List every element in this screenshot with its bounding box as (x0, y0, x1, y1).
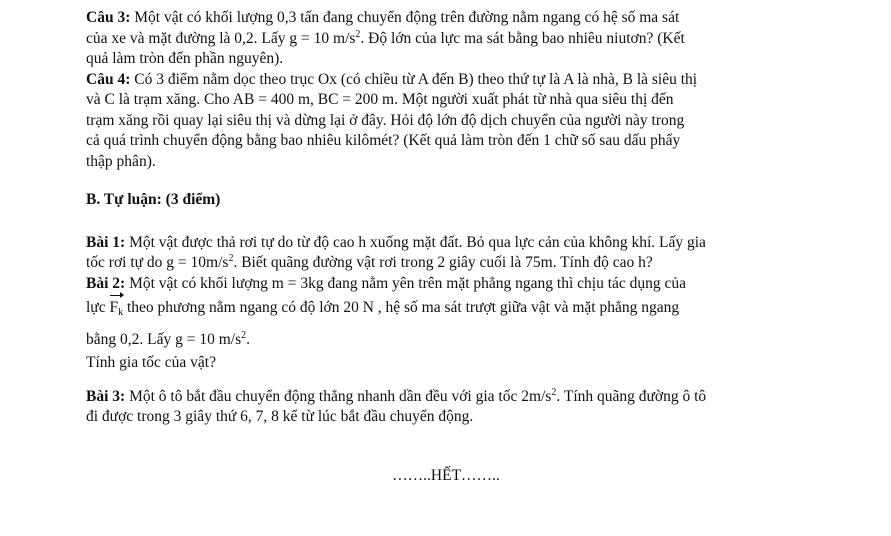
question-3-line-1: Câu 3: Một vật có khối lượng 0,3 tấn đang chuyển động trên đường nằm ngang có hệ số ma sát (86, 9, 680, 26)
force-vector: $F_k$ (109, 294, 123, 326)
exercise-2-line-2: lực $F_k$ theo phương nằm ngang có độ lớn 20 N , hệ số ma sát trượt giữa vật và mặt phẳng ngang (86, 294, 806, 326)
exercise-1-line-1: Bài 1: Một vật được thả rơi tự do từ độ cao h xuống mặt đất. Bỏ qua lực cản của không khí. Lấy gia (86, 233, 706, 251)
exam-page (86, 8, 806, 486)
exercise-1 (86, 233, 806, 274)
exercise-2-line-4: Tính gia tốc của vật? (86, 354, 216, 371)
question-3-label: Câu 3: (86, 9, 131, 26)
question-4-line-5: thập phân). (86, 152, 156, 170)
question-4 (86, 70, 806, 173)
question-4-label: Câu 4: (86, 70, 131, 88)
question-3-line-3: quả làm tròn đến phần nguyên). (86, 50, 284, 67)
exercise-1-label: Bài 1: (86, 233, 126, 251)
end-marker: ……..HẾT…….. (392, 466, 500, 484)
question-3 (86, 8, 806, 70)
question-4-line-4: cả quá trình chuyển động bằng bao nhiêu kilômét? (Kết quả làm tròn đến 1 chữ số sau dấu phẩy (86, 132, 681, 149)
exercise-3-label: Bài 3: (86, 387, 126, 405)
exercise-1-line-2: tốc rơi tự do $g = 10m/s^2$. Biết quãng đường vật rơi trong 2 giây cuối là 75m. Tính độ cao h? (86, 252, 653, 271)
question-3-line-2: của xe và mặt đường là 0,2. Lấy g = 10 $m/s^2$. Độ lớn của lực ma sát bằng bao nhiêu niutơn? (Kết (86, 28, 685, 47)
question-4-line-1: Câu 4: Có 3 điểm nằm dọc theo trục Ox (có chiều từ A đến B) theo thứ tự là A là nhà, B là siêu thị (86, 70, 698, 88)
exercise-3 (86, 387, 806, 428)
exercise-3-line-1: Bài 3: Một ô tô bắt đầu chuyển động thẳng nhanh dần đều với gia tốc $2m/s^2$. Tính quãng đường ô tô (86, 386, 707, 405)
section-b-title: B. Tự luận: (3 điểm) (86, 191, 221, 208)
exercise-2-line-3: bằng 0,2. Lấy g = 10 $m/s^2$. (86, 329, 250, 348)
question-4-line-3: trạm xăng rồi quay lại siêu thị và dừng lại ở đây. Hỏi độ lớn độ dịch chuyển của người này trong (86, 111, 685, 129)
exercise-3-line-2: đi được trong 3 giây thứ 6, 7, 8 kể từ lúc bắt đầu chuyển động. (86, 408, 474, 425)
question-4-line-2: và C là trạm xăng. Cho AB = 400 m, BC = 200 m. Một người xuất phát từ nhà qua siêu thị đến (86, 91, 674, 108)
exercise-2-label: Bài 2: (86, 274, 126, 292)
exercise-2-line-1: Bài 2: Một vật có khối lượng m = 3kg đang nằm yên trên mặt phẳng ngang thì chịu tác dụng của (86, 274, 687, 292)
exercise-2 (86, 274, 806, 374)
